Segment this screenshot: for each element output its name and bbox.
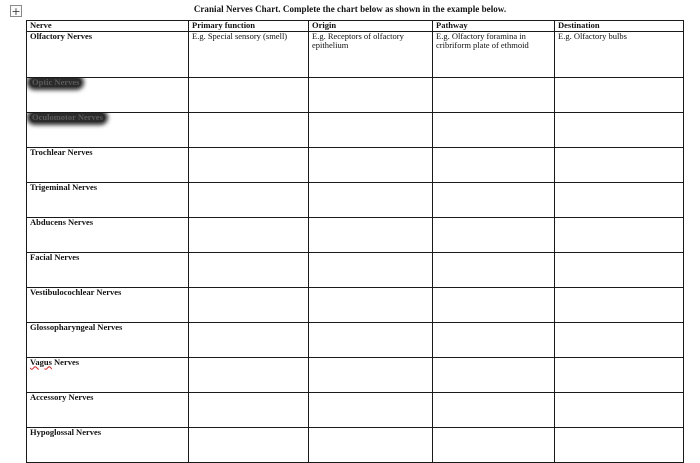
pathway-cell[interactable] — [433, 357, 555, 392]
origin-cell[interactable] — [309, 217, 433, 252]
destination-cell[interactable] — [555, 427, 684, 462]
cranial-nerves-table — [26, 20, 684, 463]
table-row — [27, 147, 684, 182]
redacted-nerve-name: Optic Nerves — [32, 77, 80, 87]
redacted-nerve-name: Oculomotor Nerves — [32, 112, 103, 122]
nerve-name-cell: Trochlear Nerves — [27, 147, 189, 182]
destination-cell[interactable] — [555, 112, 684, 147]
table-row — [27, 322, 684, 357]
pathway-cell[interactable] — [433, 392, 555, 427]
primary-function-cell[interactable] — [189, 77, 309, 112]
destination-cell[interactable] — [555, 252, 684, 287]
header-primary-function: Primary function — [189, 21, 309, 32]
pathway-cell[interactable] — [433, 252, 555, 287]
origin-cell[interactable] — [309, 392, 433, 427]
pathway-cell[interactable] — [433, 147, 555, 182]
table-row — [27, 182, 684, 217]
nerve-name-cell: Hypoglossal Nerves — [27, 427, 189, 462]
origin-cell[interactable] — [309, 357, 433, 392]
header-origin: Origin — [309, 21, 433, 32]
table-row — [27, 217, 684, 252]
origin-cell[interactable] — [309, 252, 433, 287]
origin-cell[interactable] — [309, 322, 433, 357]
primary-function-cell[interactable] — [189, 217, 309, 252]
destination-cell[interactable] — [555, 182, 684, 217]
primary-function-cell[interactable] — [189, 182, 309, 217]
nerve-name-cell: Abducens Nerves — [27, 217, 189, 252]
table-row — [27, 427, 684, 462]
header-row — [27, 21, 684, 32]
origin-cell[interactable] — [309, 427, 433, 462]
origin-cell[interactable] — [309, 287, 433, 322]
primary-function-cell[interactable] — [189, 322, 309, 357]
pathway-cell[interactable] — [433, 427, 555, 462]
primary-function-cell[interactable] — [189, 287, 309, 322]
primary-function-cell[interactable] — [189, 392, 309, 427]
primary-function-cell[interactable] — [189, 252, 309, 287]
nerve-name-cell: Glossopharyngeal Nerves — [27, 322, 189, 357]
nerve-name-cell — [27, 357, 189, 392]
table-row — [27, 112, 684, 147]
primary-function-cell[interactable] — [189, 147, 309, 182]
origin-cell[interactable] — [309, 182, 433, 217]
origin-cell[interactable] — [309, 112, 433, 147]
table-row — [27, 287, 684, 322]
table-row — [27, 392, 684, 427]
spellcheck-flagged-word[interactable]: Vagus — [30, 357, 52, 367]
destination-cell[interactable] — [555, 392, 684, 427]
example-origin: E.g. Receptors of olfactory epithelium — [309, 31, 433, 77]
origin-cell[interactable] — [309, 147, 433, 182]
destination-cell[interactable] — [555, 357, 684, 392]
destination-cell[interactable] — [555, 322, 684, 357]
pathway-cell[interactable] — [433, 287, 555, 322]
destination-cell[interactable] — [555, 287, 684, 322]
pathway-cell[interactable] — [433, 112, 555, 147]
nerve-name-suffix: Nerves — [54, 357, 80, 367]
nerve-name-cell: Vestibulocochlear Nerves — [27, 287, 189, 322]
example-pathway: E.g. Olfactory foramina in cribriform plate of ethmoid — [433, 31, 555, 77]
destination-cell[interactable] — [555, 217, 684, 252]
header-destination: Destination — [555, 21, 684, 32]
table-row — [27, 77, 684, 112]
primary-function-cell[interactable] — [189, 112, 309, 147]
pathway-cell[interactable] — [433, 217, 555, 252]
header-nerve: Nerve — [27, 21, 189, 32]
destination-cell[interactable] — [555, 77, 684, 112]
move-cross-icon[interactable]: + — [11, 4, 21, 18]
nerve-name-cell: Facial Nerves — [27, 252, 189, 287]
destination-cell[interactable] — [555, 147, 684, 182]
primary-function-cell[interactable] — [189, 427, 309, 462]
nerve-name-cell: Trigeminal Nerves — [27, 182, 189, 217]
pathway-cell[interactable] — [433, 182, 555, 217]
nerve-name-cell: Accessory Nerves — [27, 392, 189, 427]
nerve-name-cell — [27, 112, 189, 147]
table-row — [27, 357, 684, 392]
pathway-cell[interactable] — [433, 77, 555, 112]
nerve-name-cell: Olfactory Nerves — [27, 31, 189, 77]
nerve-name-cell — [27, 77, 189, 112]
header-pathway: Pathway — [433, 21, 555, 32]
page-title: Cranial Nerves Chart. Complete the chart below as shown in the example below. — [193, 4, 507, 14]
origin-cell[interactable] — [309, 77, 433, 112]
table-row — [27, 252, 684, 287]
example-destination: E.g. Olfactory bulbs — [555, 31, 684, 77]
pathway-cell[interactable] — [433, 322, 555, 357]
example-row — [27, 31, 684, 77]
example-primary-function: E.g. Special sensory (smell) — [189, 31, 309, 77]
primary-function-cell[interactable] — [189, 357, 309, 392]
